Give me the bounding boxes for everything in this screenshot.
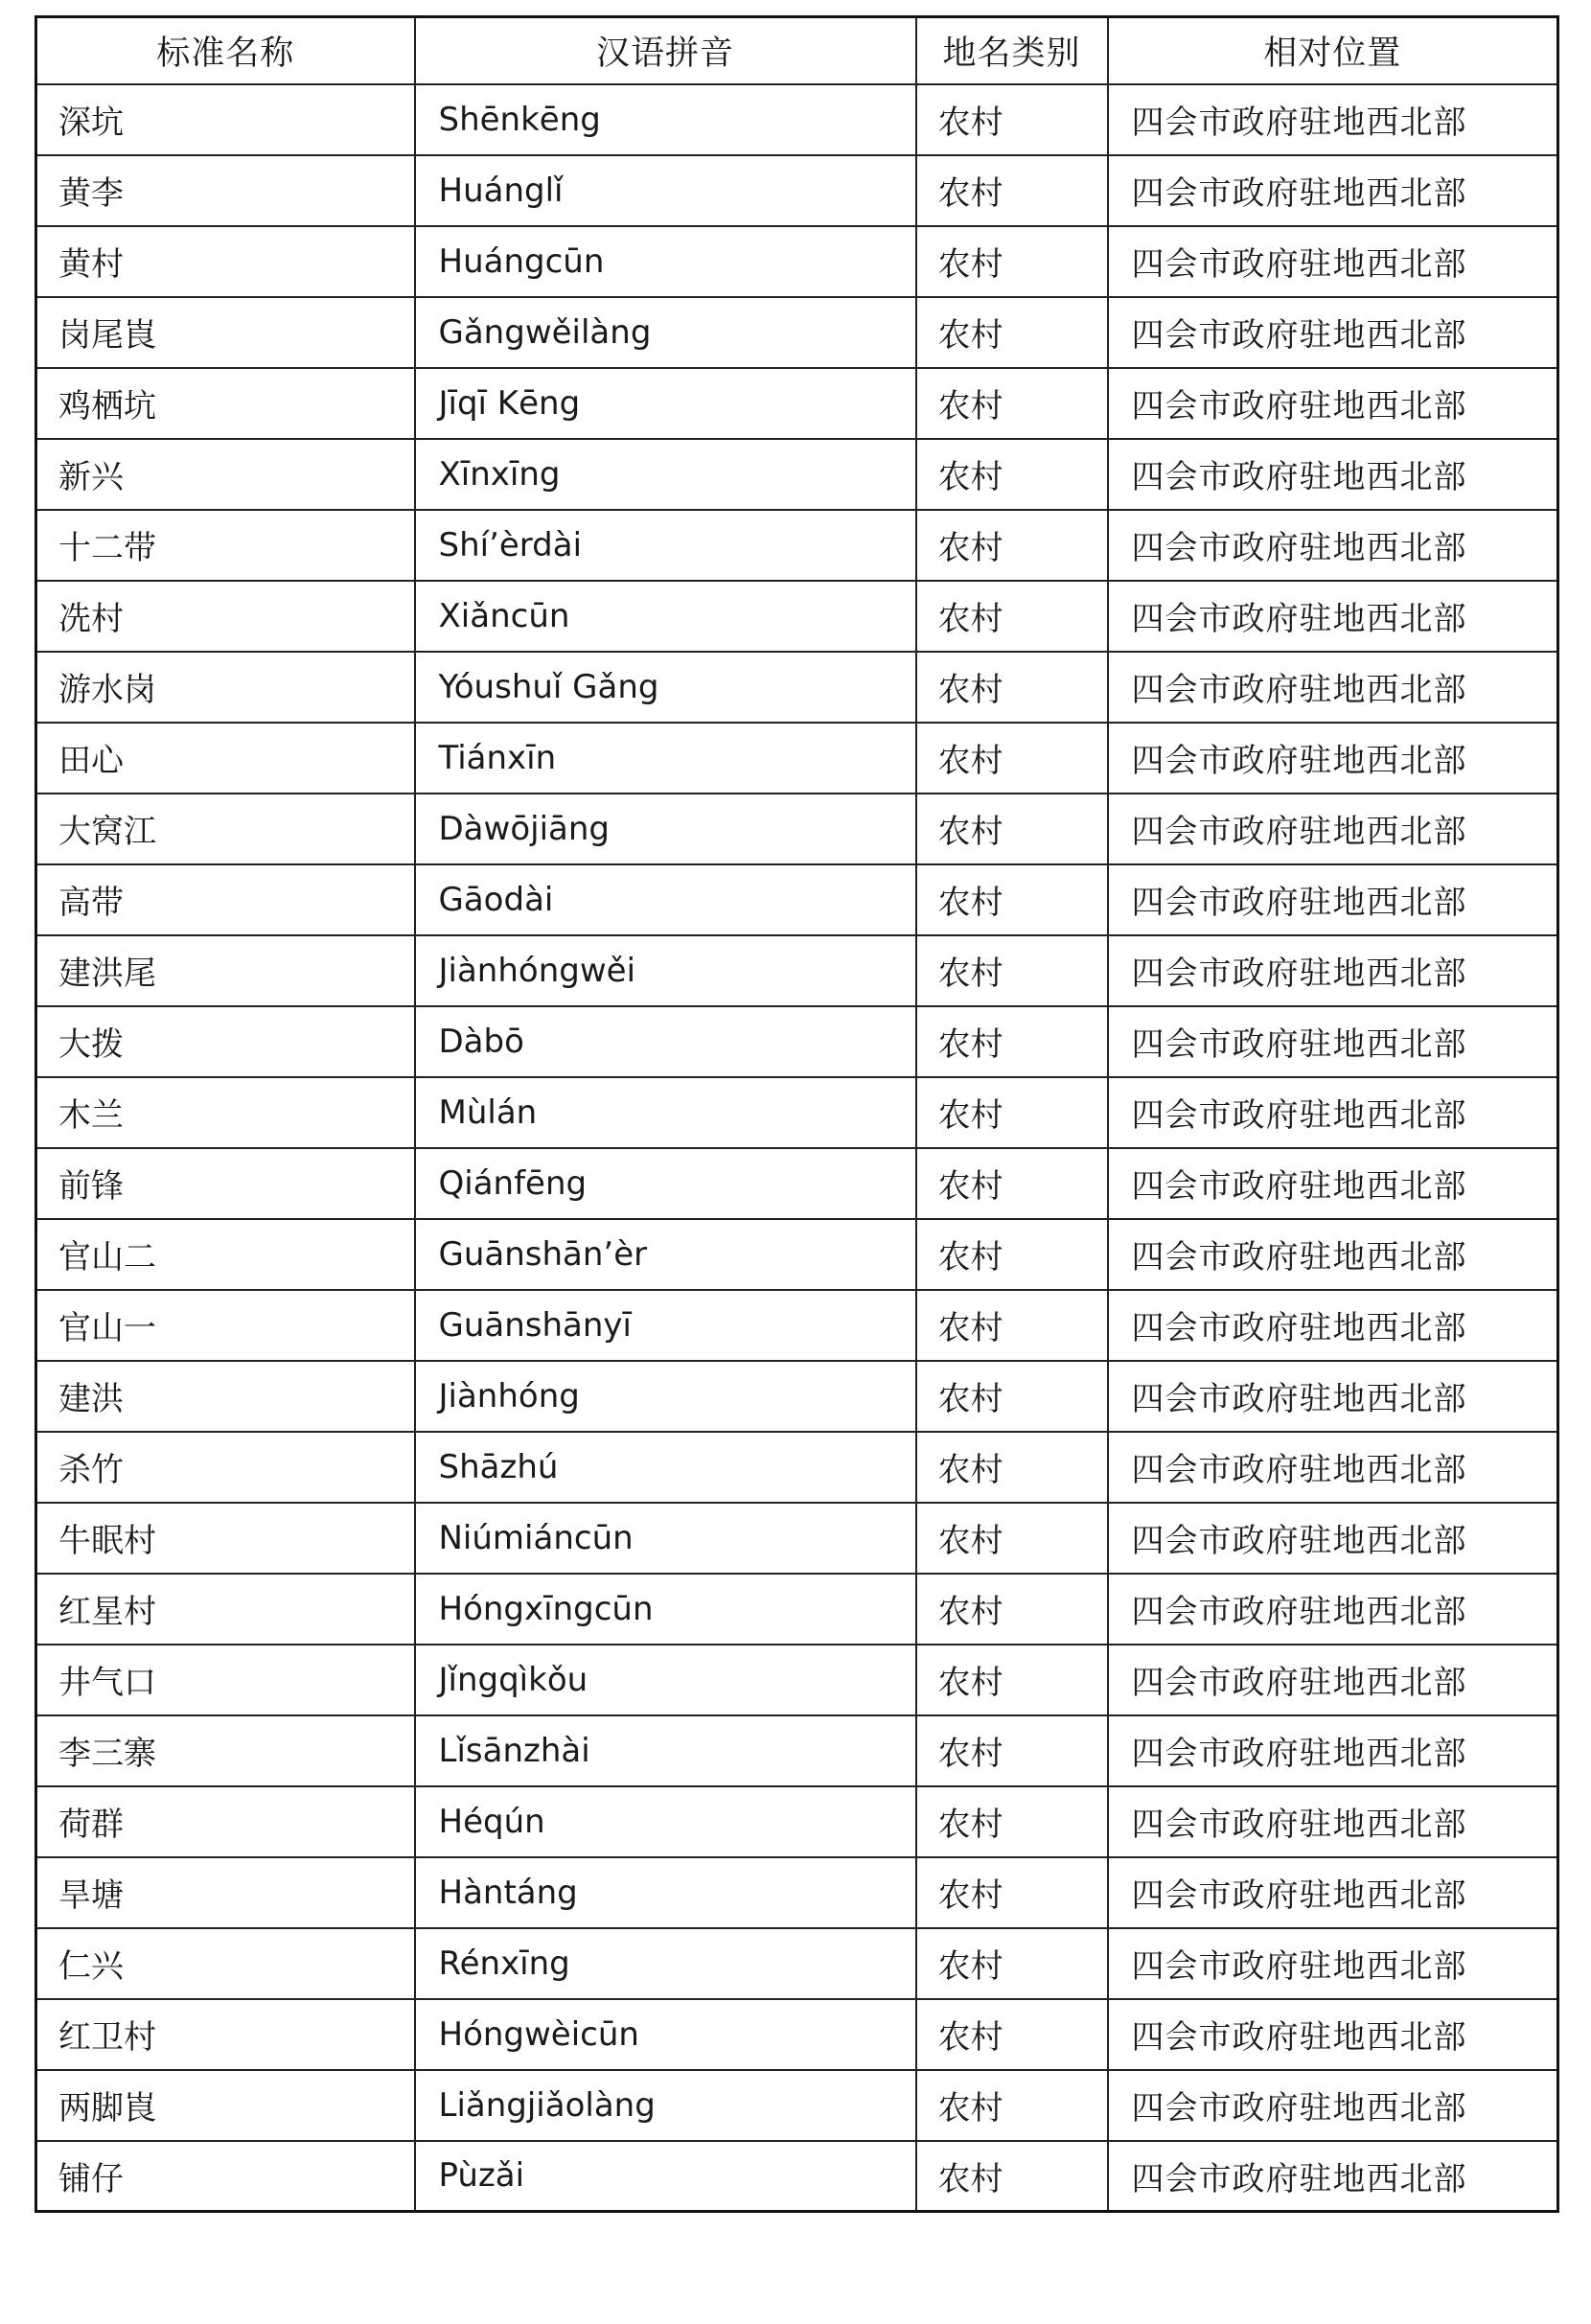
cell-standard-name: 高带 [36,864,415,935]
cell-pinyin: Pùzǎi [415,2141,916,2212]
cell-category: 农村 [916,1361,1108,1432]
cell-category: 农村 [916,864,1108,935]
cell-relative-location: 四会市政府驻地西北部 [1108,652,1558,723]
cell-standard-name: 前锋 [36,1148,415,1219]
table-row [36,1290,1558,1361]
cell-relative-location: 四会市政府驻地西北部 [1108,510,1558,581]
cell-pinyin: Dàwōjiāng [415,794,916,864]
table-row [36,2141,1558,2212]
cell-category: 农村 [916,1999,1108,2070]
cell-standard-name: 深坑 [36,84,415,155]
cell-pinyin: Jiànhóngwěi [415,935,916,1006]
header-relative-location: 相对位置 [1108,17,1558,84]
cell-category: 农村 [916,226,1108,297]
cell-relative-location: 四会市政府驻地西北部 [1108,439,1558,510]
table-row [36,1928,1558,1999]
cell-standard-name: 新兴 [36,439,415,510]
cell-standard-name: 岗尾崀 [36,297,415,368]
table-row [36,652,1558,723]
table-row [36,1432,1558,1503]
cell-pinyin: Hàntáng [415,1857,916,1928]
cell-standard-name: 牛眠村 [36,1503,415,1574]
table-row [36,1857,1558,1928]
cell-pinyin: Guānshānyī [415,1290,916,1361]
cell-category: 农村 [916,1148,1108,1219]
table-row [36,581,1558,652]
cell-pinyin: Gāodài [415,864,916,935]
cell-pinyin: Xīnxīng [415,439,916,510]
cell-relative-location: 四会市政府驻地西北部 [1108,1857,1558,1928]
cell-category: 农村 [916,297,1108,368]
document-page [35,15,1556,2213]
table-row [36,723,1558,794]
cell-pinyin: Jǐngqìkǒu [415,1645,916,1715]
cell-pinyin: Hóngxīngcūn [415,1574,916,1645]
cell-relative-location: 四会市政府驻地西北部 [1108,84,1558,155]
cell-category: 农村 [916,510,1108,581]
cell-pinyin: Liǎngjiǎolàng [415,2070,916,2141]
cell-pinyin: Dàbō [415,1006,916,1077]
cell-relative-location: 四会市政府驻地西北部 [1108,2070,1558,2141]
cell-relative-location: 四会市政府驻地西北部 [1108,2141,1558,2212]
cell-standard-name: 铺仔 [36,2141,415,2212]
table-row [36,1645,1558,1715]
table-row [36,1219,1558,1290]
cell-standard-name: 黄村 [36,226,415,297]
cell-relative-location: 四会市政府驻地西北部 [1108,1715,1558,1786]
cell-category: 农村 [916,84,1108,155]
cell-category: 农村 [916,1786,1108,1857]
cell-pinyin: Jīqī Kēng [415,368,916,439]
cell-relative-location: 四会市政府驻地西北部 [1108,226,1558,297]
cell-pinyin: Gǎngwěilàng [415,297,916,368]
table-row [36,1148,1558,1219]
table-row [36,2070,1558,2141]
cell-relative-location: 四会市政府驻地西北部 [1108,723,1558,794]
table-row [36,1786,1558,1857]
cell-relative-location: 四会市政府驻地西北部 [1108,1148,1558,1219]
cell-standard-name: 荷群 [36,1786,415,1857]
cell-standard-name: 官山一 [36,1290,415,1361]
cell-standard-name: 李三寨 [36,1715,415,1786]
table-row [36,368,1558,439]
table-row [36,439,1558,510]
cell-category: 农村 [916,581,1108,652]
cell-relative-location: 四会市政府驻地西北部 [1108,368,1558,439]
cell-category: 农村 [916,723,1108,794]
cell-category: 农村 [916,439,1108,510]
cell-relative-location: 四会市政府驻地西北部 [1108,864,1558,935]
cell-standard-name: 仁兴 [36,1928,415,1999]
cell-pinyin: Shāzhú [415,1432,916,1503]
table-row [36,155,1558,226]
table-row [36,1574,1558,1645]
table-row [36,1361,1558,1432]
cell-pinyin: Yóushuǐ Gǎng [415,652,916,723]
table-row [36,297,1558,368]
table-row [36,794,1558,864]
cell-relative-location: 四会市政府驻地西北部 [1108,794,1558,864]
cell-standard-name: 红卫村 [36,1999,415,2070]
cell-relative-location: 四会市政府驻地西北部 [1108,1503,1558,1574]
cell-relative-location: 四会市政府驻地西北部 [1108,1361,1558,1432]
cell-pinyin: Héqún [415,1786,916,1857]
cell-pinyin: Lǐsānzhài [415,1715,916,1786]
cell-relative-location: 四会市政府驻地西北部 [1108,935,1558,1006]
header-standard-name: 标准名称 [36,17,415,84]
cell-relative-location: 四会市政府驻地西北部 [1108,1290,1558,1361]
cell-standard-name: 游水岗 [36,652,415,723]
cell-relative-location: 四会市政府驻地西北部 [1108,297,1558,368]
cell-relative-location: 四会市政府驻地西北部 [1108,1928,1558,1999]
cell-category: 农村 [916,1857,1108,1928]
cell-category: 农村 [916,1715,1108,1786]
cell-category: 农村 [916,1928,1108,1999]
cell-category: 农村 [916,1574,1108,1645]
cell-category: 农村 [916,2141,1108,2212]
table-row [36,864,1558,935]
cell-relative-location: 四会市政府驻地西北部 [1108,1574,1558,1645]
cell-pinyin: Xiǎncūn [415,581,916,652]
cell-pinyin: Qiánfēng [415,1148,916,1219]
cell-category: 农村 [916,1290,1108,1361]
table-row [36,1006,1558,1077]
cell-category: 农村 [916,794,1108,864]
table-row [36,1999,1558,2070]
cell-category: 农村 [916,1006,1108,1077]
cell-relative-location: 四会市政府驻地西北部 [1108,155,1558,226]
table-row [36,935,1558,1006]
cell-category: 农村 [916,155,1108,226]
cell-standard-name: 红星村 [36,1574,415,1645]
cell-pinyin: Shēnkēng [415,84,916,155]
header-pinyin: 汉语拼音 [415,17,916,84]
cell-relative-location: 四会市政府驻地西北部 [1108,581,1558,652]
table-row [36,1503,1558,1574]
cell-standard-name: 建洪 [36,1361,415,1432]
cell-category: 农村 [916,368,1108,439]
cell-standard-name: 鸡栖坑 [36,368,415,439]
cell-category: 农村 [916,1645,1108,1715]
cell-pinyin: Jiànhóng [415,1361,916,1432]
cell-standard-name: 官山二 [36,1219,415,1290]
cell-standard-name: 黄李 [36,155,415,226]
cell-standard-name: 田心 [36,723,415,794]
header-category: 地名类别 [916,17,1108,84]
cell-relative-location: 四会市政府驻地西北部 [1108,1645,1558,1715]
cell-category: 农村 [916,1503,1108,1574]
cell-standard-name: 建洪尾 [36,935,415,1006]
cell-standard-name: 杀竹 [36,1432,415,1503]
cell-category: 农村 [916,1077,1108,1148]
cell-category: 农村 [916,1432,1108,1503]
cell-relative-location: 四会市政府驻地西北部 [1108,1077,1558,1148]
cell-category: 农村 [916,652,1108,723]
cell-standard-name: 冼村 [36,581,415,652]
cell-standard-name: 井气口 [36,1645,415,1715]
cell-standard-name: 旱塘 [36,1857,415,1928]
cell-pinyin: Guānshān’èr [415,1219,916,1290]
cell-relative-location: 四会市政府驻地西北部 [1108,1432,1558,1503]
cell-pinyin: Huánglǐ [415,155,916,226]
table-row [36,510,1558,581]
cell-category: 农村 [916,2070,1108,2141]
cell-pinyin: Niúmiáncūn [415,1503,916,1574]
cell-relative-location: 四会市政府驻地西北部 [1108,1006,1558,1077]
cell-category: 农村 [916,935,1108,1006]
table-row [36,226,1558,297]
table-header-row [36,17,1558,84]
cell-pinyin: Rénxīng [415,1928,916,1999]
table-row [36,84,1558,155]
cell-category: 农村 [916,1219,1108,1290]
cell-standard-name: 大窝江 [36,794,415,864]
cell-standard-name: 两脚崀 [36,2070,415,2141]
table-row [36,1715,1558,1786]
cell-standard-name: 十二带 [36,510,415,581]
cell-pinyin: Mùlán [415,1077,916,1148]
cell-pinyin: Shí’èrdài [415,510,916,581]
cell-standard-name: 木兰 [36,1077,415,1148]
table-row [36,1077,1558,1148]
table-body [36,84,1558,2212]
cell-standard-name: 大拨 [36,1006,415,1077]
cell-relative-location: 四会市政府驻地西北部 [1108,1999,1558,2070]
cell-pinyin: Tiánxīn [415,723,916,794]
cell-pinyin: Hóngwèicūn [415,1999,916,2070]
cell-relative-location: 四会市政府驻地西北部 [1108,1786,1558,1857]
place-names-table [35,15,1559,2213]
cell-pinyin: Huángcūn [415,226,916,297]
cell-relative-location: 四会市政府驻地西北部 [1108,1219,1558,1290]
